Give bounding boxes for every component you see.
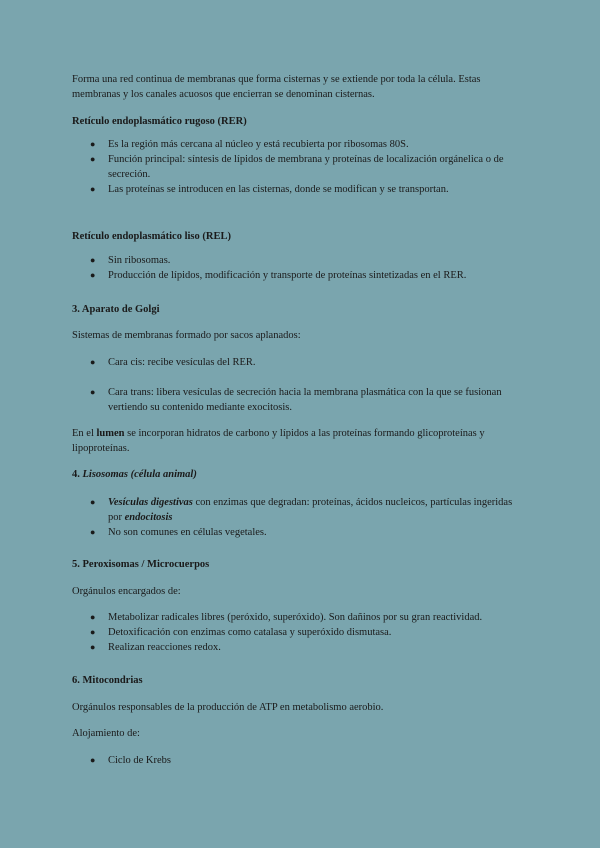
bullet-icon: ● [90,497,96,507]
list-item: ● Ciclo de Krebs [90,755,171,766]
lumen-term: lumen [96,428,125,439]
bullet-icon: ● [90,139,96,149]
peroxisomas-list [72,610,524,655]
mitocondrias-intro: Orgánulos responsables de la producción de ATP en metabolismo aerobio. [72,702,384,713]
list-item: ● No son comunes en células vegetales. [90,527,267,538]
golgi-list-trans [72,385,524,415]
bullet-icon: ● [90,527,96,537]
list-item: ● Producción de lípidos, modificación y transporte de proteínas sintetizadas en el RER. [90,270,467,281]
list-item: ● Detoxificación con enzimas como catalasa y superóxido dismutasa. [90,627,392,638]
golgi-heading: 3. Aparato de Golgi [72,304,160,315]
bullet-icon: ● [90,270,96,280]
rer-list [72,137,524,197]
lisosomas-heading: 4. Lisosomas (célula animal) [72,469,197,480]
bullet-icon: ● [90,154,96,164]
list-item: ● Sin ribosomas. [90,255,171,266]
bullet-icon: ● [90,184,96,194]
rer-heading: Retículo endoplasmático rugoso (RER) [72,116,247,127]
mitocondrias-sub: Alojamiento de: [72,728,140,739]
list-item: ● Las proteínas se introducen en las cisternas, donde se modifican y se transportan. [90,184,449,195]
golgi-intro: Sistemas de membranas formado por sacos aplanados: [72,330,301,341]
peroxisomas-heading: 5. Peroxisomas / Microcuerpos [72,559,210,570]
mitocondrias-heading: 6. Mitocondrias [72,675,143,686]
rel-heading: Retículo endoplasmático liso (REL) [72,231,231,242]
golgi-list-cis [72,355,524,370]
list-item: ● Es la región más cercana al núcleo y está recubierta por ribosomas 80S. [90,139,409,150]
list-item: ● Realizan reacciones redox. [90,642,221,653]
bullet-icon: ● [90,642,96,652]
bullet-icon: ● [90,357,96,367]
rel-list [72,253,524,283]
list-item: ● Metabolizar radicales libres (peróxido, superóxido). Son dañinos por su gran reactividad. [90,612,483,623]
bullet-icon: ● [90,627,96,637]
bullet-icon: ● [90,387,96,397]
bullet-icon: ● [90,612,96,622]
bullet-icon: ● [90,255,96,265]
list-item: ● Vesículas digestivas con enzimas que degradan: proteínas, ácidos nucleicos, partículas ingeridas por endocitosis [90,497,513,523]
lumen-paragraph: En el lumen se incorporan hidratos de carbono y lípidos a las proteínas formando glicoproteínas y lipoproteínas. [72,428,485,454]
bullet-icon: ● [90,755,96,765]
lisosomas-list [72,495,524,540]
peroxisomas-intro: Orgánulos encargados de: [72,586,181,597]
mitocondrias-list [72,753,524,768]
intro-paragraph: Forma una red continua de membranas que forma cisternas y se extiende por toda la célula. Estas membranas y los canales acuosos que encierran se denominan cisternas. [72,74,481,100]
list-item: ● Cara trans: libera vesículas de secreción hacia la membrana plasmática con la que se fusionan vertiendo su contenido mediante exocitosis. [90,387,502,413]
list-item: ● Función principal: síntesis de lípidos de membrana y proteínas de localización orgánelica o de secreción. [90,154,504,180]
list-item: ● Cara cis: recibe vesículas del RER. [90,357,256,368]
